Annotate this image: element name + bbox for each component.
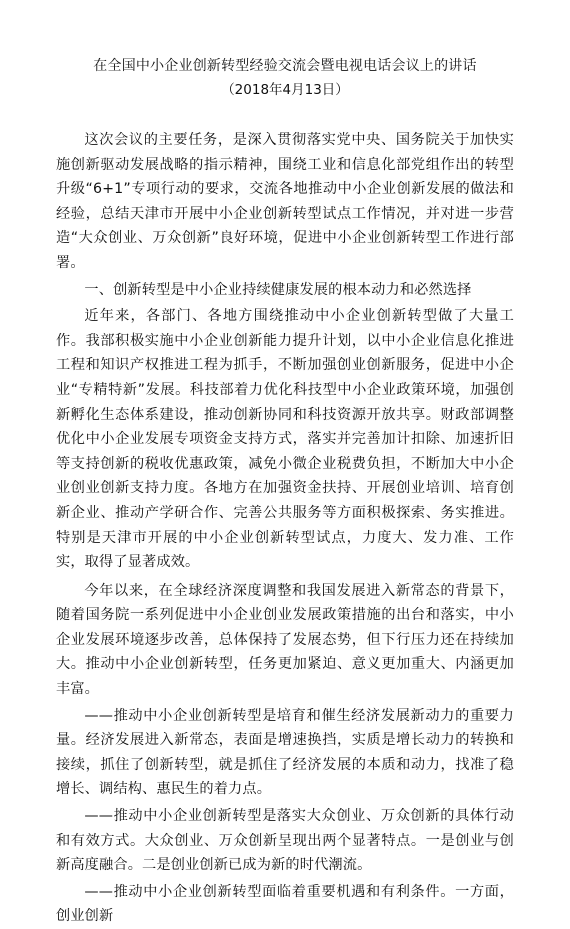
document-date: （2018年4月13日） xyxy=(221,82,349,98)
section-heading-1: 一、创新转型是中小企业持续健康发展的根本动力和必然选择 xyxy=(84,281,472,298)
paragraph-new-driver: ——推动中小企业创新转型是培育和催生经济发展新动力的重要力量。经济发展进入新常态，表面是增速换挡，实质是增长动力的转换和接续，抓住了创新转型，就是抓住了经济发展的本质和动力，找准了稳增长、调结构、惠民生的着力点。 xyxy=(56,707,514,798)
paragraph-intro: 这次会议的主要任务，是深入贯彻落实党中央、国务院关于加快实施创新驱动发展战略的指示精神，围绕工业和信息化部党组作出的转型升级“6+1”专项行动的要求，交流各地推动中小企业创新发展的做法和经验，总结天津市开展中小企业创新转型试点工作情况，并对进一步营造“大众创业、万众创新”良好环境，促进中小企业创新转型工作进行部署。 xyxy=(56,132,514,271)
paragraph-opportunities: ——推动中小企业创新转型面临着重要机遇和有利条件。一方面，创业创新 xyxy=(56,883,514,925)
paragraph-recent-work: 近年来，各部门、各地方围绕推动中小企业创新转型做了大量工作。我部积极实施中小企业创新能力提升计划，以中小企业信息化推进工程和知识产权推进工程为抓手，不断加强创业创新服务，促进中小企业“专精特新”发展。科技部着力优化科技型中小企业政策环境，加强创新孵化生态体系建设，推动创新协同和科技资源开放共享。财政部调整优化中小企业发展专项资金支持方式，落实并完善加计扣除、加速折旧等支持创新的税收优惠政策，减免小微企业税费负担，不断加大中小企业创业创新支持力度。各地方在加强资金扶持、开展创业培训、培育创新企业、推动产学研合作、完善公共服务等方面积极探索、务实推进。特别是天津市开展的中小企业创新转型试点，力度大、发力准、工作实，取得了显著成效。 xyxy=(56,308,514,571)
paragraph-mass-innovation: ——推动中小企业创新转型是落实大众创业、万众创新的具体行动和有效方式。大众创业、万众创新呈现出两个显著特点。一是创业与创新高度融合。二是创业创新已成为新的时代潮流。 xyxy=(56,808,514,874)
paragraph-this-year: 今年以来，在全球经济深度调整和我国发展进入新常态的背景下，随着国务院一系列促进中小企业创业发展政策措施的出台和落实，中小企业发展环境逐步改善，总体保持了发展态势，但下行压力还在持续加大。推动中小企业创新转型，任务更加紧迫、意义更加重大、内涵更加丰富。 xyxy=(56,582,514,698)
document-body xyxy=(56,128,514,929)
document-title: 在全国中小企业创新转型经验交流会暨电视电话会议上的讲话 xyxy=(93,58,477,74)
